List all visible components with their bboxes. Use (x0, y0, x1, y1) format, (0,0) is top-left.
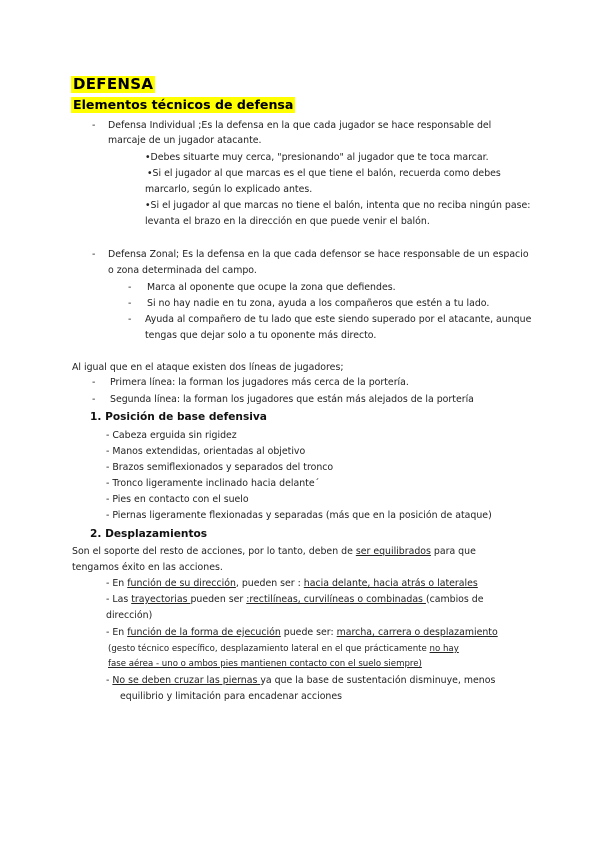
page-title: DEFENSA (73, 75, 154, 93)
section-heading: 2. Desplazamientos (90, 528, 208, 540)
list-item: Marca al oponente que ocupe la zona que defiendes. (147, 282, 396, 293)
list-item: - Tronco ligeramente inclinado hacia delante´ (106, 478, 320, 489)
list-dash: - (92, 249, 96, 260)
list-item: Primera línea: la forman los jugadores más cerca de la portería. (110, 377, 409, 388)
bullet-icon: • (145, 152, 151, 163)
list-item-continuation: tengas que dejar solo a tu oponente más directo. (145, 330, 377, 341)
zonal-line1: Defensa Zonal; Es la defensa en la que cada defensor se hace responsable de un espacio (108, 249, 529, 260)
list-item: - En función de la forma de ejecución puede ser: marcha, carrera o desplazamiento (106, 627, 498, 638)
list-item-continuation: levanta el brazo en la dirección en que puede venir el balón. (145, 216, 430, 227)
individual-line1: Defensa Individual ;Es la defensa en la que cada jugador se hace responsable del (108, 120, 492, 131)
section-subtitle: Elementos técnicos de defensa (73, 97, 294, 112)
list-item: Si no hay nadie en tu zona, ayuda a los compañeros que estén a tu lado. (147, 298, 490, 309)
list-item: - No se deben cruzar las piernas ya que la base de sustentación disminuye, menos (106, 675, 496, 686)
list-dash: - (92, 120, 96, 131)
list-item: - Piernas ligeramente flexionadas y separadas (más que en la posición de ataque) (106, 510, 492, 521)
list-item: - Manos extendidas, orientadas al objetivo (106, 446, 306, 457)
section-heading: 1. Posición de base defensiva (90, 411, 267, 423)
list-item-continuation: marcarlo, según lo explicado antes. (145, 184, 313, 195)
zonal-line2: o zona determinada del campo. (108, 265, 257, 276)
list-item: - Las trayectorias pueden ser :rectilíneas, curvilíneas o combinadas (cambios de (106, 594, 484, 605)
bullet-icon: • (145, 200, 151, 211)
list-dash: - (128, 314, 132, 325)
list-item: •Si el jugador al que marcas es el que tiene el balón, recuerda como debes (147, 168, 501, 179)
list-item: •Si el jugador al que marcas no tiene el balón, intenta que no reciba ningún pase: (145, 200, 531, 211)
note-line: (gesto técnico específico, desplazamiento lateral en el que prácticamente no hay (108, 644, 459, 654)
bullet-icon: • (147, 168, 153, 179)
note-line: fase aérea - uno o ambos pies mantienen contacto con el suelo siempre) (108, 659, 422, 669)
list-dash: - (128, 298, 132, 309)
list-item: Segunda línea: la forman los jugadores que están más alejados de la portería (110, 394, 474, 405)
paragraph-line: Son el soporte del resto de acciones, por lo tanto, deben de ser equilibrados para que (72, 546, 476, 557)
list-dash: - (92, 377, 96, 388)
list-item: Ayuda al compañero de tu lado que este siendo superado por el atacante, aunque (145, 314, 532, 325)
list-item: - Pies en contacto con el suelo (106, 494, 249, 505)
individual-line2: marcaje de un jugador atacante. (108, 135, 262, 146)
list-item-continuation: equilibrio y limitación para encadenar acciones (120, 691, 343, 702)
list-dash: - (92, 394, 96, 405)
list-item: - En función de su dirección, pueden ser : hacia delante, hacia atrás o laterales (106, 578, 478, 589)
list-item: •Debes situarte muy cerca, "presionando" al jugador que te toca marcar. (145, 152, 489, 163)
list-dash: - (128, 282, 132, 293)
list-item: - Brazos semiflexionados y separados del tronco (106, 462, 334, 473)
list-item: - Cabeza erguida sin rigidez (106, 430, 237, 441)
paragraph-line: tengamos éxito en las acciones. (72, 562, 223, 573)
list-item-continuation: dirección) (106, 610, 153, 621)
lines-intro: Al igual que en el ataque existen dos líneas de jugadores; (72, 362, 344, 373)
